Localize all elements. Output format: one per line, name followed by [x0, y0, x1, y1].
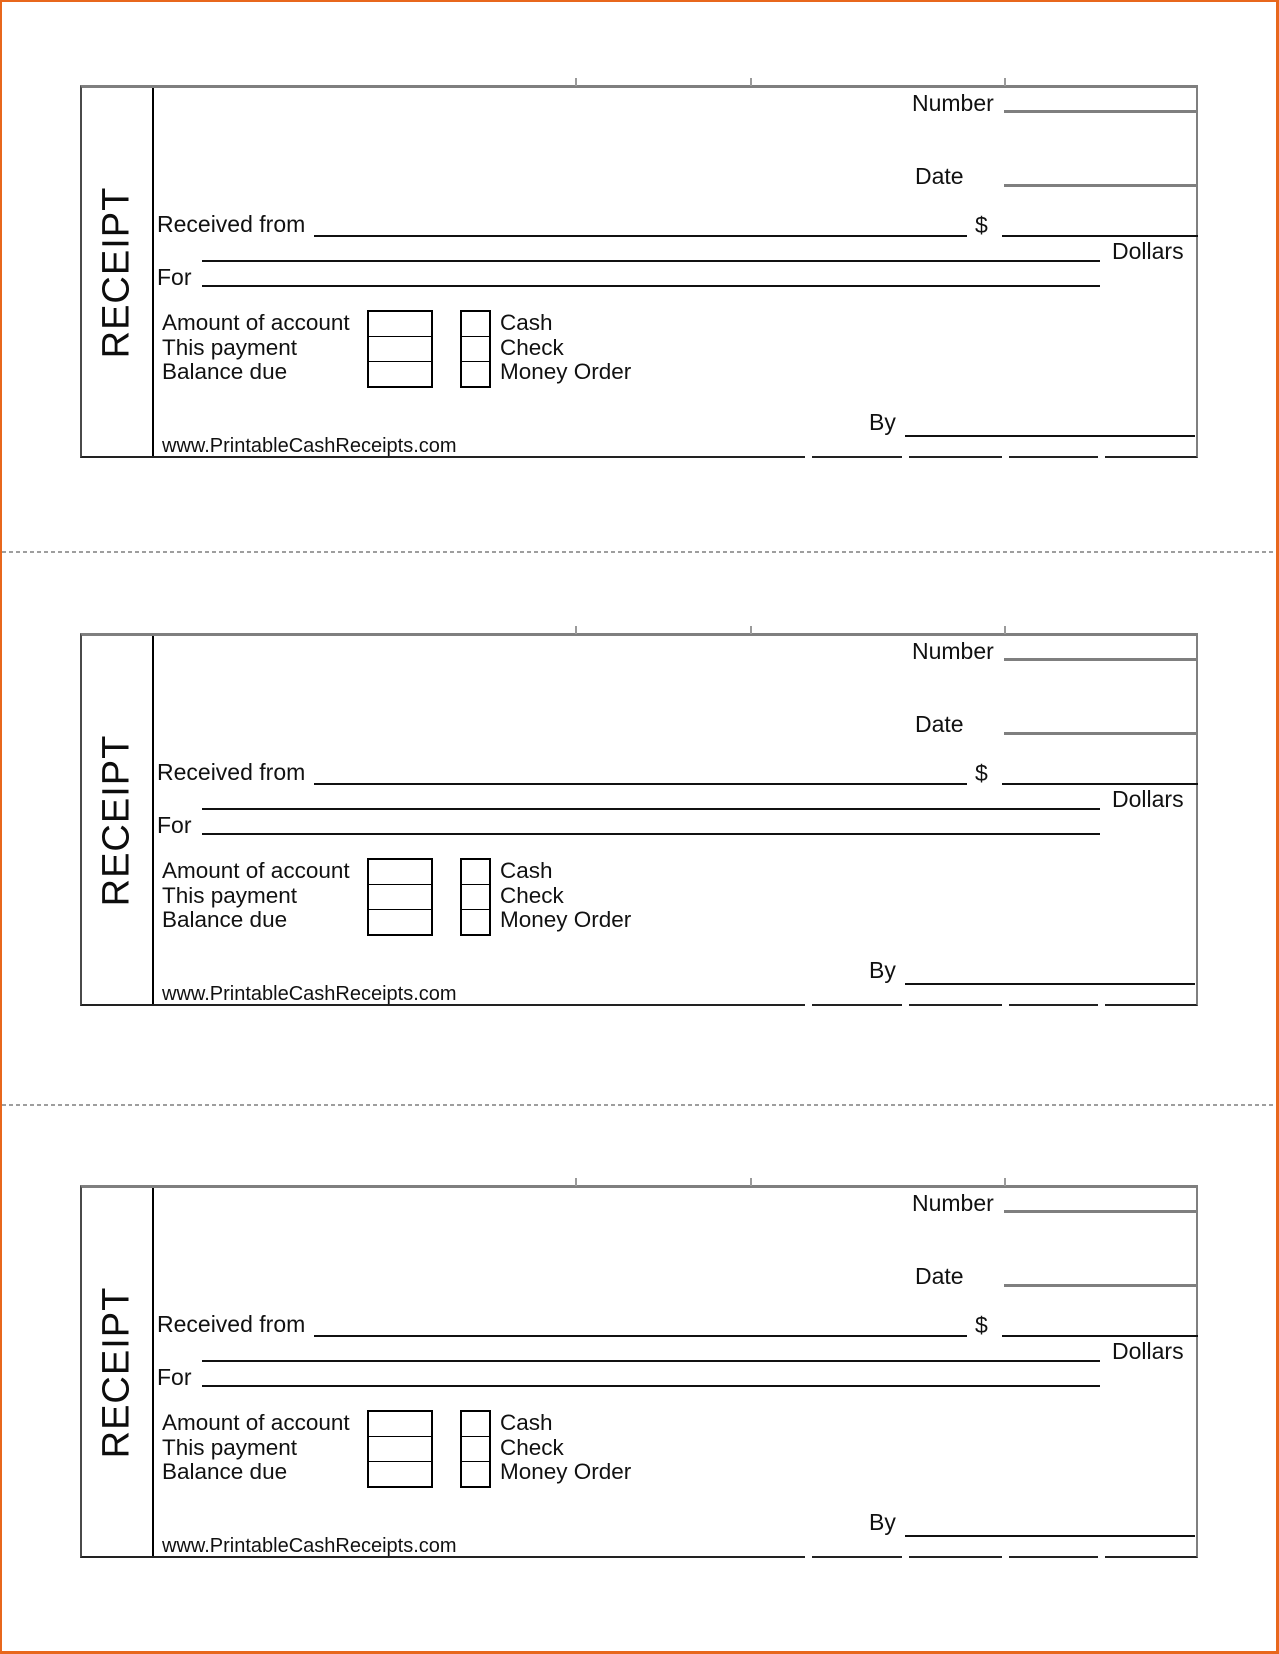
border-notch — [1098, 1004, 1105, 1007]
dollar-sign-label: $ — [975, 1312, 988, 1338]
number-label: Number — [912, 90, 994, 116]
border-tick — [750, 626, 752, 634]
for-line-1[interactable] — [202, 1360, 1100, 1362]
cash-checkbox[interactable] — [462, 312, 489, 337]
amount-of-account-label: Amount of account — [162, 1410, 350, 1435]
this-payment-box[interactable] — [369, 1437, 431, 1462]
for-label: For — [157, 812, 192, 838]
border-notch — [805, 456, 812, 459]
border-notch — [902, 1556, 909, 1559]
date-label: Date — [915, 711, 964, 737]
by-line[interactable] — [905, 983, 1195, 985]
payment-method-labels — [500, 311, 631, 385]
dollar-sign-label: $ — [975, 212, 988, 238]
border-tick — [575, 1178, 577, 1186]
amount-entry-boxes — [367, 1410, 433, 1488]
this-payment-box[interactable] — [369, 337, 431, 362]
number-label: Number — [912, 1190, 994, 1216]
balance-due-box[interactable] — [369, 1462, 431, 1486]
border-notch — [1098, 456, 1105, 459]
dollar-sign-label: $ — [975, 760, 988, 786]
this-payment-label: This payment — [162, 1434, 298, 1460]
border-notch — [1002, 1004, 1009, 1007]
by-label: By — [869, 1509, 896, 1535]
money-order-checkbox[interactable] — [462, 1462, 489, 1486]
for-line-2[interactable] — [202, 285, 1100, 287]
receipt-1 — [80, 85, 1198, 458]
date-label: Date — [915, 163, 964, 189]
border-tick — [575, 78, 577, 86]
payment-method-checkboxes — [460, 310, 491, 388]
tear-line — [2, 1104, 1276, 1106]
check-label: Check — [500, 1434, 564, 1460]
amount-entry-boxes — [367, 310, 433, 388]
amount-line[interactable] — [1002, 235, 1198, 237]
for-line-2[interactable] — [202, 1385, 1100, 1387]
border-notch — [1098, 1556, 1105, 1559]
amount-of-account-box[interactable] — [369, 312, 431, 337]
balance-due-label: Balance due — [162, 359, 288, 384]
money-order-label: Money Order — [500, 907, 632, 932]
balance-due-box[interactable] — [369, 910, 431, 934]
amount-of-account-label: Amount of account — [162, 858, 350, 883]
receipt-title-vertical: RECEIPT — [95, 1286, 138, 1458]
receipt-3 — [80, 1185, 1198, 1558]
check-label: Check — [500, 334, 564, 360]
website-text: www.PrintableCashReceipts.com — [162, 435, 457, 457]
for-label: For — [157, 1364, 192, 1390]
payment-method-labels — [500, 1411, 631, 1485]
received-from-line[interactable] — [314, 783, 967, 785]
border-notch — [902, 1004, 909, 1007]
amount-line[interactable] — [1002, 783, 1198, 785]
receipt-stub — [82, 636, 154, 1004]
payment-method-checkboxes — [460, 858, 491, 936]
tear-line — [2, 551, 1276, 553]
amount-of-account-box[interactable] — [369, 860, 431, 885]
cash-checkbox[interactable] — [462, 1412, 489, 1437]
receipt-2 — [80, 633, 1198, 1006]
border-tick — [750, 1178, 752, 1186]
amount-line[interactable] — [1002, 1335, 1198, 1337]
this-payment-box[interactable] — [369, 885, 431, 910]
amount-row-labels — [162, 859, 350, 933]
for-label: For — [157, 264, 192, 290]
border-notch — [1002, 1556, 1009, 1559]
money-order-label: Money Order — [500, 359, 632, 384]
balance-due-box[interactable] — [369, 362, 431, 386]
dollars-label: Dollars — [1112, 1338, 1184, 1364]
number-line[interactable] — [1004, 658, 1198, 661]
money-order-checkbox[interactable] — [462, 910, 489, 934]
cash-label: Cash — [500, 310, 553, 335]
border-tick — [1004, 1178, 1006, 1186]
border-notch — [1002, 456, 1009, 459]
border-notch — [805, 1004, 812, 1007]
amount-entry-boxes — [367, 858, 433, 936]
check-label: Check — [500, 882, 564, 908]
this-payment-label: This payment — [162, 334, 298, 360]
received-from-label: Received from — [157, 759, 306, 785]
dollars-label: Dollars — [1112, 238, 1184, 264]
payment-method-labels — [500, 859, 631, 933]
amount-row-labels — [162, 1411, 350, 1485]
date-line[interactable] — [1004, 732, 1198, 735]
by-label: By — [869, 957, 896, 983]
money-order-label: Money Order — [500, 1459, 632, 1484]
receipt-stub — [82, 1188, 154, 1556]
check-checkbox[interactable] — [462, 1437, 489, 1462]
balance-due-label: Balance due — [162, 1459, 288, 1484]
website-text: www.PrintableCashReceipts.com — [162, 1535, 457, 1557]
for-line-1[interactable] — [202, 808, 1100, 810]
balance-due-label: Balance due — [162, 907, 288, 932]
receipt-stub — [82, 88, 154, 456]
border-tick — [1004, 626, 1006, 634]
dollars-label: Dollars — [1112, 786, 1184, 812]
money-order-checkbox[interactable] — [462, 362, 489, 386]
received-from-line[interactable] — [314, 235, 967, 237]
check-checkbox[interactable] — [462, 885, 489, 910]
border-tick — [750, 78, 752, 86]
receipt-title-vertical: RECEIPT — [95, 186, 138, 358]
number-line[interactable] — [1004, 1210, 1198, 1213]
received-from-line[interactable] — [314, 1335, 967, 1337]
by-line[interactable] — [905, 435, 1195, 437]
cash-label: Cash — [500, 1410, 553, 1435]
border-notch — [902, 456, 909, 459]
website-text: www.PrintableCashReceipts.com — [162, 983, 457, 1005]
receipt-title-vertical: RECEIPT — [95, 734, 138, 906]
amount-row-labels — [162, 311, 350, 385]
payment-method-checkboxes — [460, 1410, 491, 1488]
received-from-label: Received from — [157, 211, 306, 237]
date-line[interactable] — [1004, 1284, 1198, 1287]
number-line[interactable] — [1004, 110, 1198, 113]
for-line-1[interactable] — [202, 260, 1100, 262]
date-label: Date — [915, 1263, 964, 1289]
received-from-label: Received from — [157, 1311, 306, 1337]
by-line[interactable] — [905, 1535, 1195, 1537]
number-label: Number — [912, 638, 994, 664]
cash-label: Cash — [500, 858, 553, 883]
border-tick — [575, 626, 577, 634]
cash-checkbox[interactable] — [462, 860, 489, 885]
amount-of-account-label: Amount of account — [162, 310, 350, 335]
border-tick — [1004, 78, 1006, 86]
check-checkbox[interactable] — [462, 337, 489, 362]
this-payment-label: This payment — [162, 882, 298, 908]
border-notch — [805, 1556, 812, 1559]
by-label: By — [869, 409, 896, 435]
for-line-2[interactable] — [202, 833, 1100, 835]
amount-of-account-box[interactable] — [369, 1412, 431, 1437]
date-line[interactable] — [1004, 184, 1198, 187]
